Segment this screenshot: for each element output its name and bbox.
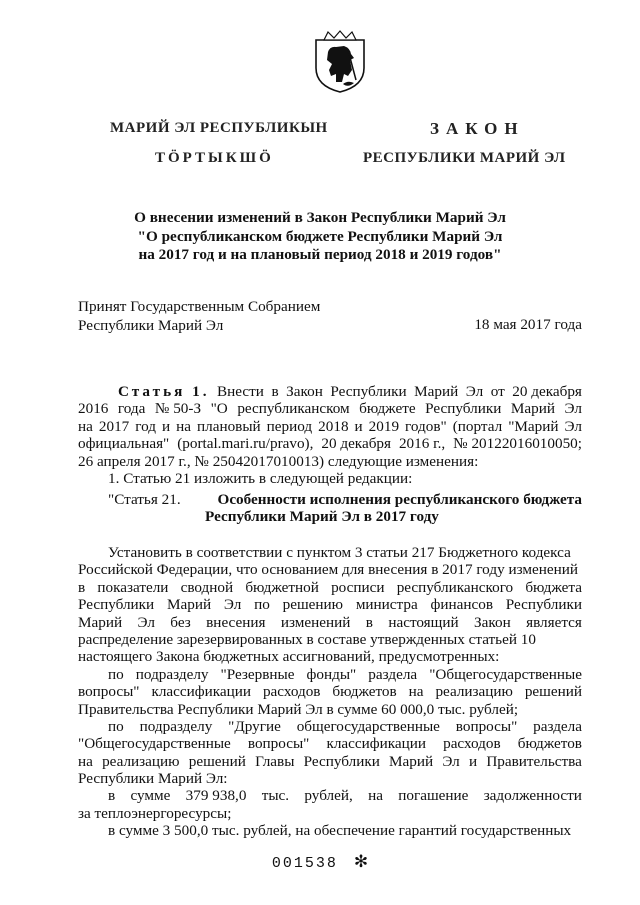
word: Эл [223,596,242,614]
word: Главы [255,752,295,770]
word: 2018 [318,417,349,435]
word: сводной [180,578,234,596]
paragraph-line [78,822,582,839]
word: погашение [398,787,469,805]
word: "Общегосударственные [78,735,231,753]
word: 20 декабря [512,383,582,400]
word: 2017 [98,417,130,435]
word: по [108,717,124,735]
word: год [135,417,156,435]
word: классификации [326,735,427,753]
word: в [108,787,116,805]
word: бюджета [525,578,582,596]
article-1-line [78,453,582,470]
word: на [78,752,93,770]
word: 379 938,0 [185,787,247,805]
word: министра [355,596,418,614]
paragraph-line [78,787,582,804]
word: решению [282,596,344,614]
word: подразделу [135,665,209,683]
paragraph-line [78,544,582,561]
word: общегосударственные [296,717,440,735]
word: на [78,417,93,435]
word: бюджете [359,400,416,418]
word: и [468,752,478,770]
paragraph-line [78,579,582,596]
word: Внести [217,383,264,400]
article-1-first-line [78,383,582,400]
word: бюджетной [245,578,319,596]
word: расходов [262,683,321,701]
word: "Другие [228,717,281,735]
word: республиканского [396,578,514,596]
article-1-line [78,400,582,417]
word: раздела [368,665,418,683]
adopted-line: Республики Марий Эл [78,316,224,334]
header-left-line2: ТӦРТЫКШӦ [155,150,274,166]
word: Эл [137,613,155,631]
word: в [365,613,373,631]
word: росписи [331,578,385,596]
word: № 20122016010050; [453,435,582,453]
word: вопросы" [455,717,518,735]
word: по [108,665,124,683]
word: в сумме 3 500,0 тыс. рублей, на обеспечение гарантий государственных [108,822,572,840]
header-right-line2: РЕСПУБЛИКИ МАРИЙ ЭЛ [363,150,566,166]
paragraph-line [78,683,582,700]
paragraph [78,666,582,718]
word: подразделу [139,717,213,735]
word: № 50-З [154,400,202,418]
paragraph-line [78,561,582,578]
word: решений [524,683,582,701]
paragraph-line [78,596,582,613]
word: Закон [474,613,511,631]
law-title-line: на 2017 год и на плановый период 2018 и 2019 годов" [138,246,502,263]
law-title-line: О внесении изменений в Закон Республики Марий Эл [134,209,506,226]
word: Эл [564,400,582,418]
paragraph [78,822,582,839]
word: Республики [505,596,582,614]
article-1-line [78,435,582,452]
word: республиканском [237,400,350,418]
word: и [161,417,171,435]
paragraph [78,787,582,822]
word: Правительства Республики Марий Эл в сумме 60 000,0 тыс. рублей; [78,700,519,718]
paragraph-line [78,666,582,683]
word: Республики [303,752,380,770]
word: годов" [405,417,447,435]
word: в [78,578,86,596]
word: рублей, [304,787,353,805]
word: Эл [564,417,582,435]
word: Республики Марий Эл: [78,770,228,788]
word: Эл [465,383,484,400]
header-right-line1: ЗАКОН [430,119,525,138]
paragraph-line [78,735,582,752]
paragraph-line [78,770,582,787]
word: Марий [78,613,123,631]
document-number: 001538 [271,855,338,872]
word: финансов [430,596,493,614]
article-21-heading [78,491,582,526]
word: Эл [442,752,460,770]
word: по [254,596,270,614]
word: Закон [286,383,323,400]
word: настоящий [388,613,459,631]
word: 20 декабря [321,435,392,453]
word: Марий [167,596,212,614]
asterisk-mark-icon: ✻ [353,852,369,872]
paragraph [78,544,582,666]
article-1 [78,383,582,487]
word: раздела [533,717,582,735]
word: Республики [78,596,155,614]
word: вопросы" [78,683,140,701]
word: Марий [510,400,555,418]
word: "Общегосударственные [429,665,582,683]
word: расходов [443,735,501,753]
paragraph-line [78,701,582,718]
word: задолженности [483,787,582,805]
word: настоящего Закона бюджетных ассигнований, предусмотренных: [78,648,500,666]
word: без [170,613,191,631]
word: года [117,400,146,418]
paragraph-line [78,648,582,665]
word: бюджетов [517,735,582,753]
paragraph-line [78,631,582,648]
coat-of-arms-emblem [314,30,366,94]
word: за теплоэнергоресурсы; [78,804,232,822]
word: (портал [452,417,503,435]
law-title-line: "О республиканском бюджете Республики Марий Эл [137,227,503,245]
word: на [408,683,424,701]
article-21-title-line2: Республики Марий Эл в 2017 году [205,508,439,526]
law-title [0,209,640,265]
word: 2016 г., [398,435,446,453]
word: Республики [330,383,407,400]
word: изменений [280,613,351,631]
adopted-line: Принят Государственным Собранием [78,298,321,315]
paragraph-line [78,753,582,770]
word: реализацию [435,683,513,701]
article-1-line [78,418,582,435]
word: показатели [97,578,169,596]
word: реализацию [102,752,180,770]
word: фонды" [306,665,357,683]
article-21-title-line1: Особенности исполнения республиканского бюджета [217,491,582,508]
word: и [354,417,363,435]
word: вопросы" [247,735,310,753]
word: период [266,417,313,435]
word: решений [188,752,246,770]
word: Правительства [486,752,582,770]
word: классификации [151,683,251,701]
adopted-date: 18 мая 2017 года [474,316,582,333]
word: на [368,787,383,805]
paragraph-line [78,718,582,735]
word: в [271,383,279,400]
word: от [490,383,505,400]
word: распределение зарезервированных в составе утвержденных статьей 10 [78,630,536,648]
word: "Марий [508,417,559,435]
page-footer [0,852,640,872]
word: Российской Федерации, что основанием для внесения в 2017 году изменений [78,561,578,579]
word: плановый [197,417,261,435]
word: тыс. [261,787,290,805]
item-1-text: 1. Статью 21 изложить в следующей редакции: [108,469,413,487]
word: 26 апреля 2017 г., № 25042017010013) следующие изменения: [78,452,479,470]
word: Республики [425,400,502,418]
word: сумме [130,787,171,805]
word: (portal.mari.ru/pravo), [177,435,314,453]
article-1-item-1 [78,470,582,487]
paragraph-line [78,805,582,822]
adopted-by [78,298,320,335]
word: Установить в соответствии с пунктом 3 статьи 217 Бюджетного кодекса [108,544,571,561]
word: Марий [389,752,434,770]
word: 2016 [78,400,109,418]
paragraph-line [78,614,582,631]
word: официальная" [78,435,170,453]
word: 2019 [368,417,400,435]
word: "Резервные [220,665,295,683]
article-1-lines [78,400,582,470]
article-21-label: "Статья 21. [108,491,181,508]
paragraph [78,718,582,788]
header-left-line1: МАРИЙ ЭЛ РЕСПУБЛИКЫН [110,120,328,136]
article-1-label: Статья 1. [118,383,210,400]
word: Марий [414,383,459,400]
word: бюджетов [332,683,397,701]
word: внесения [206,613,266,631]
article-21-body [78,544,582,840]
word: на [176,417,191,435]
word: является [526,613,582,631]
word: "О [210,400,228,418]
